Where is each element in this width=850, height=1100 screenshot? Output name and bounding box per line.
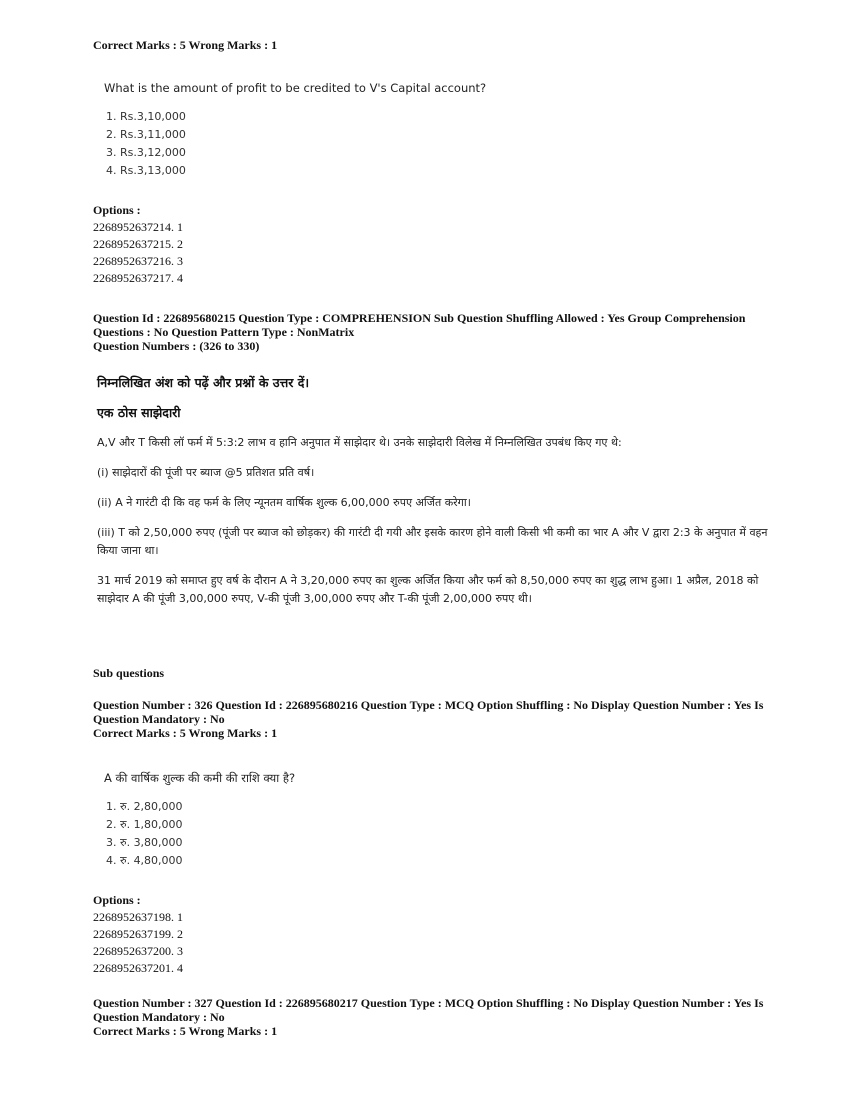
q327-marks: Correct Marks : 5 Wrong Marks : 1 bbox=[93, 1024, 278, 1038]
choice-item: 2. रु. 1,80,000 bbox=[106, 818, 183, 831]
q327-meta bbox=[93, 996, 763, 1038]
choice-item: 1. रु. 2,80,000 bbox=[106, 800, 183, 813]
q327-meta-line: Question Number : 327 Question Id : 226895680217 Question Type : MCQ Option Shuffling : No Display Question Number : Yes Is bbox=[93, 996, 764, 1010]
choice-item: 3. Rs.3,12,000 bbox=[106, 146, 186, 159]
option-id: 2268952637201. 4 bbox=[93, 961, 183, 975]
top-marks: Correct Marks : 5 Wrong Marks : 1 bbox=[93, 38, 278, 52]
passage-para: (i) साझेदारों की पूंजी पर ब्याज @5 प्रतिशत प्रति वर्ष। bbox=[97, 466, 315, 479]
passage-para: 31 मार्च 2019 को समाप्त हुए वर्ष के दौरान A ने 3,20,000 रुपए का शुल्क अर्जित किया और फर्म को 8,50,000 रुपए का शुद्ध लाभ हुआ। 1 अप्रैल, 2018 को साझेदार A की पूंजी 3,00,000 रुपए, V-की पूंजी 3,00,000 रुपए और T-की पूंजी 2,00,000 रुपए थी। bbox=[97, 574, 759, 605]
comprehension-meta bbox=[93, 311, 745, 353]
q326-choice-list bbox=[106, 798, 183, 870]
choice-item: 4. रु. 4,80,000 bbox=[106, 854, 183, 867]
options-heading: Options : bbox=[93, 203, 141, 217]
choice-item: 3. रु. 3,80,000 bbox=[106, 836, 183, 849]
comprehension-meta-line: Question Numbers : (326 to 330) bbox=[93, 339, 260, 353]
passage-para: (iii) T को 2,50,000 रुपए (पूंजी पर ब्याज को छोड़कर) की गारंटी दी गयी और इसके कारण होने वाली किसी भी कमी का भार A और V द्वारा 2:3 के अनुपात में वहन किया जाना था। bbox=[97, 526, 768, 557]
option-id: 2268952637215. 2 bbox=[93, 237, 183, 251]
passage-title: एक ठोस साझेदारी bbox=[97, 405, 181, 420]
q326-meta-line: Question Mandatory : No bbox=[93, 712, 225, 726]
choice-item: 4. Rs.3,13,000 bbox=[106, 164, 186, 177]
passage-para: (ii) A ने गारंटी दी कि वह फर्म के लिए न्यूनतम वार्षिक शुल्क 6,00,000 रुपए अर्जित करेगा। bbox=[97, 496, 471, 509]
top-choice-list bbox=[106, 108, 186, 180]
passage-instruction: निम्नलिखित अंश को पढ़ें और प्रश्नों के उत्तर दें। bbox=[97, 375, 310, 390]
q326-marks: Correct Marks : 5 Wrong Marks : 1 bbox=[93, 726, 278, 740]
passage-para: A,V और T किसी लॉ फर्म में 5:3:2 लाभ व हानि अनुपात में साझेदार थे। उनके साझेदारी विलेख में निम्नलिखित उपबंध किए गए थे: bbox=[97, 436, 622, 449]
option-id: 2268952637216. 3 bbox=[93, 254, 183, 268]
comprehension-meta-line: Question Id : 226895680215 Question Type : COMPREHENSION Sub Question Shuffling Allowed : Yes Group Comprehension bbox=[93, 311, 746, 325]
option-id: 2268952637214. 1 bbox=[93, 220, 183, 234]
choice-item: 2. Rs.3,11,000 bbox=[106, 128, 186, 141]
comprehension-meta-line: Questions : No Question Pattern Type : NonMatrix bbox=[93, 325, 355, 339]
option-id: 2268952637198. 1 bbox=[93, 910, 183, 924]
q326-options-block bbox=[93, 892, 183, 977]
q326-meta-line: Question Number : 326 Question Id : 226895680216 Question Type : MCQ Option Shuffling : No Display Question Number : Yes Is bbox=[93, 698, 764, 712]
option-id: 2268952637217. 4 bbox=[93, 271, 183, 285]
options-heading: Options : bbox=[93, 893, 141, 907]
option-id: 2268952637199. 2 bbox=[93, 927, 183, 941]
q327-meta-line: Question Mandatory : No bbox=[93, 1010, 225, 1024]
choice-item: 1. Rs.3,10,000 bbox=[106, 110, 186, 123]
top-options-block bbox=[93, 202, 183, 287]
top-question-text: What is the amount of profit to be credited to V's Capital account? bbox=[104, 81, 487, 95]
q326-question-text: A की वार्षिक शुल्क की कमी की राशि क्या है? bbox=[104, 771, 296, 785]
sub-questions-heading: Sub questions bbox=[93, 666, 165, 680]
option-id: 2268952637200. 3 bbox=[93, 944, 183, 958]
q326-meta bbox=[93, 698, 763, 740]
